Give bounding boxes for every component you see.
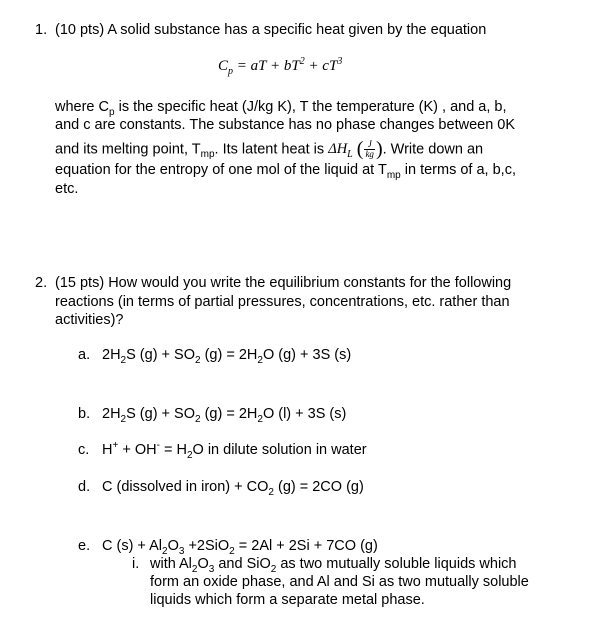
- item-b-label: b.: [78, 406, 91, 422]
- question-1-line-2: and c are constants. The substance has no phase changes between 0K: [55, 117, 516, 133]
- question-1-line-5: etc.: [55, 181, 79, 197]
- question-2-points: (15 pts): [55, 275, 105, 291]
- reaction-b: $2H_2S$ $(g) + SO_2$ $(g) = 2H_2O$ (l) + 3S (s): [102, 406, 347, 425]
- question-2-line-3: activities)?: [55, 312, 124, 328]
- reaction-a: $2H_2S$ $(g) + SO_2$ $(g) = 2H_2O$ (g) + 3S (s): [102, 347, 352, 366]
- item-a-label: a.: [78, 347, 91, 363]
- latent-heat-unit: $\frac{J}{kg}$: [365, 139, 374, 159]
- question-1-header: [55, 22, 486, 38]
- reaction-d: C (dissolved in iron) + $CO_2$ (g) = 2CO (g): [102, 479, 364, 498]
- reaction-c: $H^+ + OH^- = H_2O$ in dilute solution in water: [102, 440, 367, 461]
- item-c-label: c.: [78, 442, 90, 458]
- item-d-label: d.: [78, 479, 91, 495]
- question-2-line-2: reactions (in terms of partial pressures, concentrations, etc. rather than: [55, 294, 510, 310]
- question-1-line-1: where $C_p$ is the specific heat (J/kg K), T the temperature (K) , and a, b,: [55, 99, 507, 118]
- item-e-i-line-2: form an oxide phase, and Al and Si as two mutually soluble: [150, 574, 529, 590]
- question-1-intro: A solid substance has a specific heat given by the equation: [107, 22, 487, 38]
- question-1-number: 1.: [35, 22, 48, 38]
- question-1-line-3: and its melting point, $T_{mp}$. Its latent heat is $\Delta H_L$ ( $\frac{J}{kg}$ ). Write down an: [55, 138, 484, 161]
- specific-heat-equation: $C_p$ = aT + $bT^2 + cT^3$: [218, 56, 343, 77]
- item-e-i-label: i.: [132, 556, 140, 572]
- item-e-label: e.: [78, 538, 91, 554]
- item-e-i-line-1: with $Al_2O_3$ and SiO$_2$ as two mutually soluble liquids which: [150, 556, 517, 575]
- latent-heat-symbol: $\Delta H_L$: [328, 141, 353, 161]
- reaction-e: C $(s) + Al_2O_3 +2SiO_2 = 2Al + 2Si + 7CO$ (g): [102, 538, 378, 557]
- item-e-i-line-3: liquids which form a separate metal phase.: [150, 592, 425, 608]
- question-1-line-4: equation for the entropy of one mol of the liquid at $T_{mp}$ in terms of a, b,c,: [55, 162, 516, 181]
- question-2-header: (15 pts) How would you write the equilibrium constants for the following: [55, 275, 512, 291]
- question-1-points: (10 pts): [55, 22, 105, 38]
- question-2-number: 2.: [35, 275, 48, 291]
